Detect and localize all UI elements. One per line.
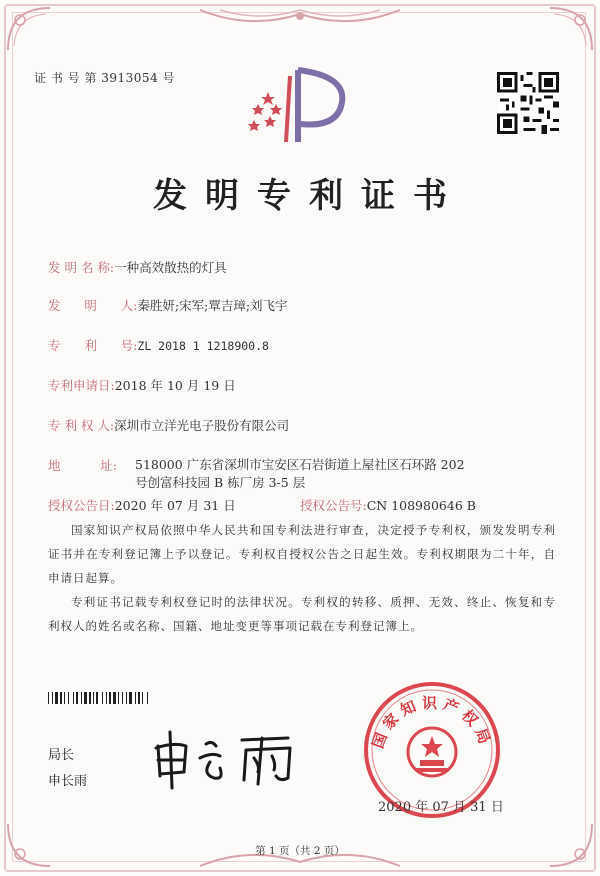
- corner-ornament-tl: [6, 6, 52, 52]
- certificate-number: 证 书 号 第 3913054 号: [34, 71, 176, 85]
- patentee-value: 深圳市立洋光电子股份有限公司: [114, 418, 290, 433]
- grant-date-value: 2020 年 07 月 31 日: [114, 498, 236, 513]
- barcode-icon: [48, 692, 218, 704]
- corner-ornament-tr: [548, 6, 594, 52]
- address-line-2: 号创富科技园 B 栋厂房 3-5 层: [135, 475, 306, 490]
- grant-number-label: 授权公告号:: [300, 498, 367, 513]
- filing-date-label: 专利申请日:: [48, 378, 115, 393]
- grant-date-row: [48, 496, 236, 514]
- qr-code-icon[interactable]: [497, 72, 559, 134]
- grant-date-label: 授权公告日:: [48, 498, 115, 513]
- patentee-row: [48, 416, 289, 434]
- filing-date-value: 2018 年 10 月 19 日: [114, 378, 236, 393]
- invention-name-label: 发 明 名 称:: [48, 260, 115, 275]
- cnipa-logo-icon: [246, 66, 350, 146]
- certificate-title: 发明专利证书: [153, 176, 465, 216]
- patent-number-row: [48, 336, 269, 354]
- top-ornament: [190, 4, 410, 30]
- invention-name-value: 一种高效散热的灯具: [114, 260, 227, 275]
- legal-status-paragraph: 专利证书记载专利权登记时的法律状况。专利权的转移、质押、无效、终止、恢复和专利权人的姓名或名称、国籍、地址变更等事项记载在专利登记簿上。: [48, 595, 556, 633]
- address-label: 地 址:: [48, 458, 117, 473]
- seal-date: 2020 年 07 月 31 日: [378, 800, 504, 815]
- inventors-label: 发 明 人:: [48, 298, 138, 313]
- director-name: 申长雨: [48, 774, 88, 789]
- inventors-value: 秦胜妍;宋军;覃吉璋;刘飞宇: [137, 298, 288, 313]
- page-number: 第 1 页（共 2 页）: [255, 845, 345, 857]
- director-signature: [150, 728, 305, 790]
- address-value: [135, 456, 515, 492]
- seal-text: 国家知识产权局: [368, 694, 496, 751]
- address-line-1: 518000 广东省深圳市宝安区石岩街道上屋社区石环路 202: [135, 457, 465, 472]
- grant-statement-paragraph: 国家知识产权局依照中华人民共和国专利法进行审查，决定授予专利权，颁发发明专利证书并在专利登记簿上予以登记。专利权自授权公告之日起生效。专利权期限为二十年，自申请日起算。: [48, 523, 556, 585]
- invention-name-row: [48, 258, 227, 276]
- director-title: 局长: [48, 748, 75, 763]
- filing-date-row: [48, 376, 236, 394]
- grant-number-value: CN 108980646 B: [366, 498, 476, 513]
- patentee-label: 专 利 权 人:: [48, 418, 115, 433]
- inventors-row: [48, 296, 288, 314]
- patent-number-label: 专 利 号:: [48, 338, 138, 353]
- patent-number-value: ZL 2018 1 1218900.8: [137, 339, 269, 353]
- grant-number-row: [300, 496, 476, 514]
